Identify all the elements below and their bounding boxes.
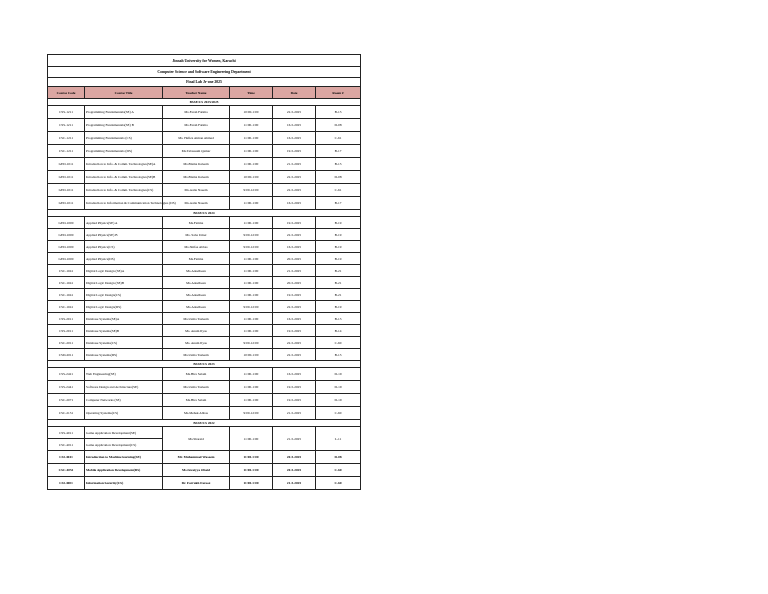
teacher-name: Ms.Farah Fatima (163, 119, 230, 132)
table-row (48, 197, 361, 210)
course-code: CSS-2421 (48, 368, 85, 381)
table-row (48, 265, 361, 277)
department-title: Computer Science and Software Engineering Department (48, 67, 361, 78)
course-code: CSS-1211 (48, 119, 85, 132)
exam-time: 9:00-12:00 (230, 337, 273, 349)
column-header-row (48, 87, 361, 99)
course-code: CSC-2071 (48, 394, 85, 407)
course-title: Game Application Development(SE) (85, 427, 163, 439)
room-number: D-19 (316, 381, 361, 394)
course-title: Mobile Application Development(DS) (85, 464, 163, 477)
course-title: Database Systems(SE)A (85, 313, 163, 325)
teacher-name: Ms. Anum Ilyas (163, 337, 230, 349)
teacher-name: Ms.Farah Fatima (163, 106, 230, 119)
teacher-name: Ms. Saba Umer (163, 229, 230, 241)
course-code: GED-1000 (48, 229, 85, 241)
exam-date: 19-5-2025 (273, 145, 316, 158)
exam-time: 10:00-1:00 (230, 171, 273, 184)
exam-date: 19-5-2025 (273, 394, 316, 407)
teacher-name: Ms.Bisma Kaleem (163, 171, 230, 184)
course-code: CSC-2131 (48, 407, 85, 420)
room-number: B-17 (316, 145, 361, 158)
exam-time: 11:00-1:00 (230, 119, 273, 132)
teacher-name: Mr. Muhammad Waseem (163, 451, 230, 464)
teacher-name: Ms.Adeelbeen (163, 301, 230, 313)
section-header-row (48, 99, 361, 106)
room-number: C-60 (316, 464, 361, 477)
exam-time: 11:00-1:00 (230, 313, 273, 325)
course-code: CSS-2011 (48, 313, 85, 325)
teacher-name: Ms.Mehak Abbas (163, 407, 230, 420)
room-number: D-08 (316, 451, 361, 464)
course-title: Information Security(CS) (85, 477, 163, 490)
course-title: Database Systems(DS) (85, 349, 163, 361)
course-code: CSI-4001 (48, 477, 85, 490)
course-code: GED-1011 (48, 171, 85, 184)
table-row (48, 241, 361, 253)
exam-time: 11:00-1:00 (230, 158, 273, 171)
exam-time: 11:00-1:00 (230, 381, 273, 394)
table-row (48, 217, 361, 229)
room-number: C-60 (316, 337, 361, 349)
room-number: B-17 (316, 197, 361, 210)
section-title: BSSE/CS 2024 (48, 210, 361, 217)
room-number: B-19 (316, 217, 361, 229)
room-number: C-60 (316, 407, 361, 420)
exam-date: 16-5-2025 (273, 197, 316, 210)
course-code: CSC-1041 (48, 277, 85, 289)
course-code: GED-1011 (48, 197, 85, 210)
teacher-name: Ms.Hira Salam (163, 394, 230, 407)
section-title: BSSE/CS 2023 (48, 361, 361, 368)
room-number: D-19 (316, 394, 361, 407)
section-header-row (48, 361, 361, 368)
room-number: D-08 (316, 119, 361, 132)
exam-time: 11:00-1:00 (230, 132, 273, 145)
room-number: C-61 (316, 184, 361, 197)
course-title: Applied Physics(DS) (85, 253, 163, 265)
table-row (48, 368, 361, 381)
exam-date: 21-5-2025 (273, 407, 316, 420)
exam-time: 9:00-12:00 (230, 229, 273, 241)
course-title: Introduction to Info. & Comm. Technologies(CS) (85, 184, 163, 197)
column-header: Teacher Name (163, 87, 230, 99)
exam-time: 11:00-1:00 (230, 394, 273, 407)
table-row (48, 451, 361, 464)
room-number: B-21 (316, 277, 361, 289)
exam-date: 20-5-2025 (273, 464, 316, 477)
column-header: Date (273, 87, 316, 99)
table-row (48, 464, 361, 477)
teacher-name: Ms. Anum Ilyas (163, 325, 230, 337)
exam-date: 20-5-2025 (273, 253, 316, 265)
course-title: Introduction to Info. & Comm. Technologies(SE)A (85, 158, 163, 171)
exam-date: 21-5-2025 (273, 427, 316, 451)
course-title: Digital Logic Design(DS) (85, 301, 163, 313)
table-row (48, 184, 361, 197)
room-number: B-14 (316, 325, 361, 337)
course-code: GED-1011 (48, 184, 85, 197)
course-title: Software Design and Architecture(SE) (85, 381, 163, 394)
table-row (48, 477, 361, 490)
exam-date: 22-5-2025 (273, 349, 316, 361)
room-number: D-08 (316, 171, 361, 184)
room-number: B-21 (316, 289, 361, 301)
room-number: B-13 (316, 158, 361, 171)
exam-date: 19-5-2025 (273, 381, 316, 394)
course-title: Applied Physics(SE) B (85, 229, 163, 241)
course-title: Digital Logic Design (SE)A (85, 265, 163, 277)
teacher-name: Ms.Adeelbeen (163, 289, 230, 301)
course-code: CSS-2011 (48, 325, 85, 337)
course-title: Programming Fundamentals (CS) (85, 132, 163, 145)
exam-date: 22-5-2025 (273, 184, 316, 197)
room-number: L-11 (316, 427, 361, 451)
table-row (48, 277, 361, 289)
course-title: Applied Physics(CS) (85, 241, 163, 253)
teacher-name: Ms.Sharaid (163, 427, 230, 451)
exam-time: 11:00-1:00 (230, 325, 273, 337)
table-row (48, 158, 361, 171)
exam-date: 21-5-2025 (273, 265, 316, 277)
teacher-name: Ms.Aalia Naeem (163, 184, 230, 197)
course-code: CSC-1211 (48, 145, 85, 158)
exam-date: 16-5-2025 (273, 241, 316, 253)
exam-date: 20-5-2025 (273, 277, 316, 289)
room-number: B-19 (316, 229, 361, 241)
exam-date: 22-5-2025 (273, 106, 316, 119)
room-number: C-60 (316, 477, 361, 490)
room-number: C-61 (316, 132, 361, 145)
exam-time: 11:00-1:00 (230, 145, 273, 158)
table-row (48, 349, 361, 361)
exam-time: 11:00-1:00 (230, 289, 273, 301)
teacher-name: Ms.Bisma Kaleem (163, 158, 230, 171)
exam-time: 11:00-1:00 (230, 427, 273, 451)
column-header: Time (230, 87, 273, 99)
teacher-name: Ms.Hira Salam (163, 368, 230, 381)
exam-date: 16-5-2025 (273, 132, 316, 145)
course-title: Database Systems(CS) (85, 337, 163, 349)
table-row (48, 106, 361, 119)
course-code: CSC-2011 (48, 337, 85, 349)
exam-time: 11:00-1:00 (230, 477, 273, 490)
exam-time: 11:00-1:00 (230, 217, 273, 229)
table-row (48, 407, 361, 420)
schedule-body (48, 55, 361, 490)
course-code: GED-1000 (48, 217, 85, 229)
exam-date: 22-5-2025 (273, 229, 316, 241)
column-header: Course Code (48, 87, 85, 99)
teacher-name: Ms.Fatima (163, 217, 230, 229)
table-row (48, 313, 361, 325)
exam-date: 22-5-2025 (273, 337, 316, 349)
exam-time: 11:00-1:00 (230, 265, 273, 277)
teacher-name: Ms.Uzma Tasleem (163, 313, 230, 325)
table-row (48, 289, 361, 301)
course-title: Introduction to Machine learning(SE) (85, 451, 163, 464)
exam-time: 10:00-1:00 (230, 349, 273, 361)
exam-time: 11:00-1:00 (230, 464, 273, 477)
course-title: Programming Fundamentals(SE) A (85, 106, 163, 119)
course-title: Digital Logic Design (SE)B (85, 277, 163, 289)
section-header-row (48, 210, 361, 217)
course-title: Computer Networks (SE) (85, 394, 163, 407)
exam-time: 9:00-12:00 (230, 301, 273, 313)
course-title: Programming Fundamentals(SE) B (85, 119, 163, 132)
exam-date: 19-5-2025 (273, 325, 316, 337)
course-code: CSC-4011 (48, 439, 85, 451)
course-code: CSC-1211 (48, 132, 85, 145)
exam-date: 22-5-2025 (273, 301, 316, 313)
exam-time: 11:00-1:00 (230, 451, 273, 464)
exam-date: 20-5-2025 (273, 451, 316, 464)
university-title: Jinnah University for Women, Karachi (48, 55, 361, 67)
teacher-name: Ms.Tabassum Qamar (163, 145, 230, 158)
course-title: Introduction to Information & Communication Technologies (DS) (85, 197, 163, 210)
course-code: CSC-1041 (48, 289, 85, 301)
course-code: CSS-2441 (48, 381, 85, 394)
course-title: Programming Fundamentals (DS) (85, 145, 163, 158)
table-row (48, 381, 361, 394)
course-title: Introduction to Info. & Comm. Technologies(SE)B (85, 171, 163, 184)
exam-time: 11:00-1:00 (230, 253, 273, 265)
table-row (48, 337, 361, 349)
table-row (48, 394, 361, 407)
section-title: BSSE/CS 2022 (48, 420, 361, 427)
course-code: CSI-4041 (48, 451, 85, 464)
exam-title: Final Lab Jr-one 2025 (48, 78, 361, 87)
room-number: B-13 (316, 349, 361, 361)
room-number: D-19 (316, 368, 361, 381)
exam-time: 9:00-12:00 (230, 241, 273, 253)
course-title: Game Application Development(CS) (85, 439, 163, 451)
teacher-name: Ms.Adeelbeen (163, 277, 230, 289)
exam-date: 16-5-2025 (273, 368, 316, 381)
exam-time: 9:00-12:00 (230, 407, 273, 420)
section-header-row (48, 420, 361, 427)
table-row (48, 427, 361, 439)
course-code: CSC-1041 (48, 301, 85, 313)
exam-time: 11:00-1:00 (230, 197, 273, 210)
table-row (48, 301, 361, 313)
course-code: CSC-4051 (48, 464, 85, 477)
table-row (48, 171, 361, 184)
course-code: GED-1011 (48, 158, 85, 171)
table-row (48, 145, 361, 158)
table-row (48, 132, 361, 145)
teacher-name: Dr. Farrukh Farooz (163, 477, 230, 490)
course-title: Digital Logic Design(CS) (85, 289, 163, 301)
teacher-name: Ms.Fatima (163, 253, 230, 265)
course-title: Web Engineering(SE) (85, 368, 163, 381)
course-code: CSS-1211 (48, 106, 85, 119)
exam-time: 10:00-1:00 (230, 106, 273, 119)
exam-date: 16-5-2025 (273, 119, 316, 132)
course-code: GED-1000 (48, 241, 85, 253)
course-title: Database Systems(SE)B (85, 325, 163, 337)
exam-schedule-table (47, 54, 361, 490)
room-number: B-21 (316, 265, 361, 277)
exam-date: 19-5-2025 (273, 217, 316, 229)
exam-date: 21-5-2025 (273, 477, 316, 490)
column-header: Room # (316, 87, 361, 99)
exam-date: 22-5-2025 (273, 171, 316, 184)
teacher-name: Ms.Aalia Naeem (163, 197, 230, 210)
exam-date: 16-5-2025 (273, 313, 316, 325)
exam-time: 9:00-12:00 (230, 184, 273, 197)
room-number: B-13 (316, 313, 361, 325)
course-title: Operating Systems(CS) (85, 407, 163, 420)
table-row (48, 253, 361, 265)
column-header: Course Title (85, 87, 163, 99)
table-row (48, 229, 361, 241)
room-number: B-19 (316, 241, 361, 253)
teacher-name: Ms.Adeelbeen (163, 265, 230, 277)
teacher-name: Ms.Iuvaiyya Obaid (163, 464, 230, 477)
teacher-name: Ms.Uzma Tasleem (163, 381, 230, 394)
table-row (48, 325, 361, 337)
exam-date: 19-5-2025 (273, 289, 316, 301)
room-number: B-13 (316, 106, 361, 119)
exam-date: 21-5-2025 (273, 158, 316, 171)
room-number: B-19 (316, 253, 361, 265)
teacher-name: Ms.Uzma Tasleem (163, 349, 230, 361)
exam-time: 11:00-1:00 (230, 368, 273, 381)
teacher-name: Ms. Hafiza Aiman Ahmed (163, 132, 230, 145)
teacher-name: Ms.Shifaa Abbas (163, 241, 230, 253)
course-code: GED-1000 (48, 253, 85, 265)
course-code: CSC-1041 (48, 265, 85, 277)
section-title: BSSE/CS 2025/2025 (48, 99, 361, 106)
table-row (48, 119, 361, 132)
course-code: CSS-4011 (48, 427, 85, 439)
course-code: CSD-2011 (48, 349, 85, 361)
exam-time: 11:00-1:00 (230, 277, 273, 289)
course-title: Applied Physics(SE) A (85, 217, 163, 229)
room-number: B-19 (316, 301, 361, 313)
